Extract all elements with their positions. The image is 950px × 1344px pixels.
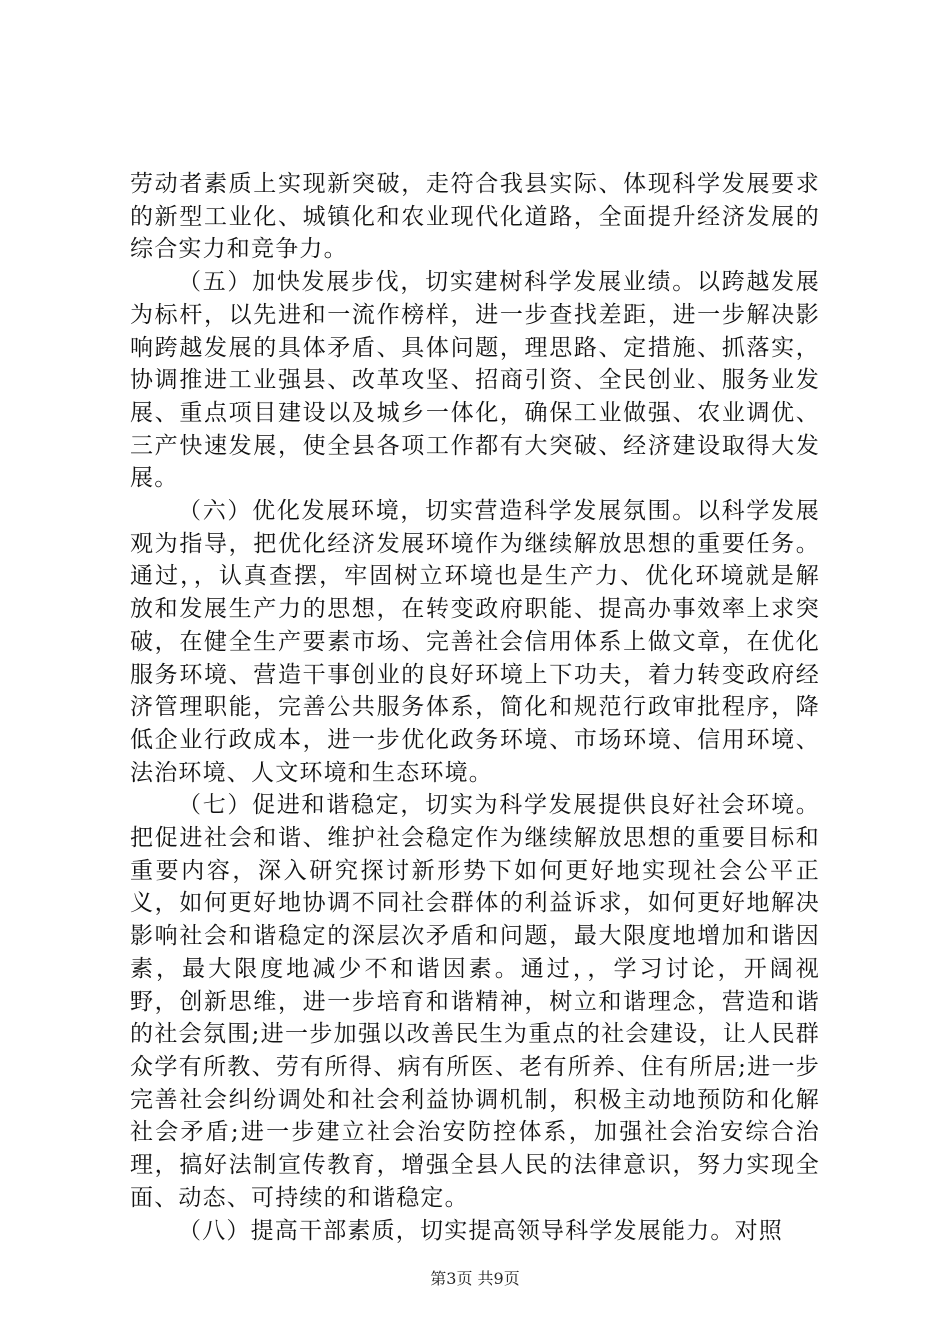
document-body: [130, 168, 820, 1247]
paragraph-section-6: （六）优化发展环境，切实营造科学发展氛围。以科学发展观为指导，把优化经济发展环境作为继续解放思想的重要任务。通过，，认真查摆，牢固树立环境也是生产力、优化环境就是解放和发展生产力的思想，在转变政府职能、提高办事效率上求突破，在健全生产要素市场、完善社会信用体系上做文章，在优化服务环境、营造干事创业的良好环境上下功夫，着力转变政府经济管理职能，完善公共服务体系，简化和规范行政审批程序，降低企业行政成本，进一步优化政务环境、市场环境、信用环境、法治环境、人文环境和生态环境。: [130, 498, 820, 786]
paragraph-section-7: （七）促进和谐稳定，切实为科学发展提供良好社会环境。把促进社会和谐、维护社会稳定作为继续解放思想的重要目标和重要内容，深入研究探讨新形势下如何更好地实现社会公平正义，如何更好地协调不同社会群体的利益诉求，如何更好地解决影响社会和谐稳定的深层次矛盾和问题，最大限度地增加和谐因素，最大限度地减少不和谐因素。通过，，学习讨论，开阔视野，创新思维，进一步培育和谐精神，树立和谐理念，营造和谐的社会氛围;进一步加强以改善民生为重点的社会建设，让人民群众学有所教、劳有所得、病有所医、老有所养、住有所居;进一步完善社会纠纷调处和社会利益协调机制，积极主动地预防和化解社会矛盾;进一步建立社会治安防控体系，加强社会治安综合治理，搞好法制宣传教育，增强全县人民的法律意识，努力实现全面、动态、可持续的和谐稳定。: [130, 792, 820, 1211]
paragraph-section-8: （八）提高干部素质，切实提高领导科学发展能力。对照: [178, 1217, 783, 1244]
page-number-footer: 第3页 共9页: [430, 1269, 520, 1288]
paragraph-continuation: 劳动者素质上实现新突破，走符合我县实际、体现科学发展要求的新型工业化、城镇化和农业现代化道路，全面提升经济发展的综合实力和竞争力。: [130, 171, 820, 263]
paragraph-section-5: （五）加快发展步伐，切实建树科学发展业绩。以跨越发展为标杆，以先进和一流作榜样，进一步查找差距，进一步解决影响跨越发展的具体矛盾、具体问题，理思路、定措施、抓落实，协调推进工业强县、改革攻坚、招商引资、全民创业、服务业发展、重点项目建设以及城乡一体化，确保工业做强、农业调优、三产快速发展，使全县各项工作都有大突破、经济建设取得大发展。: [130, 269, 820, 492]
